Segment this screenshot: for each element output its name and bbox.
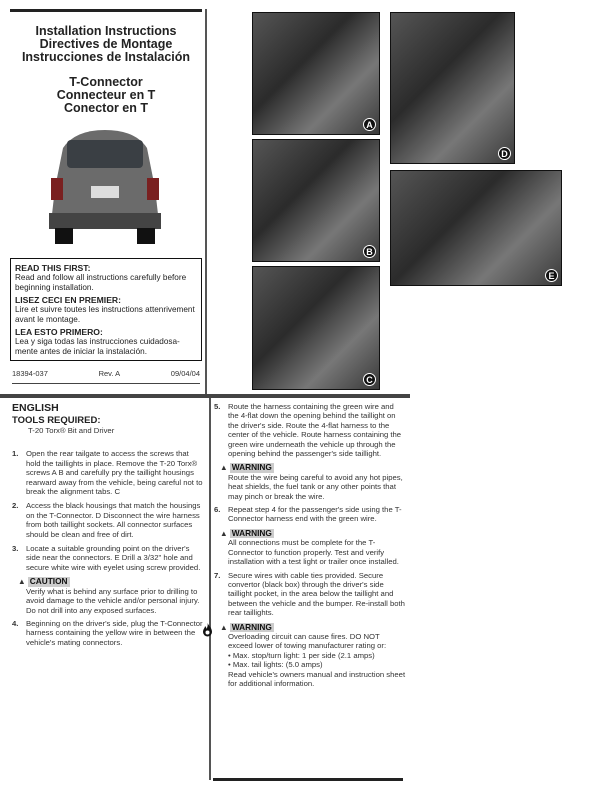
photo-c [252,266,380,390]
warning-triangle-icon: ▲ [220,528,228,538]
section-rule [0,394,410,398]
photo-a [252,12,380,135]
step-text: Beginning on the driver's side, plug the T-Connector harness containing the yellow wire in between the vehicle's mating connectors. [26,618,203,647]
step-text: Repeat step 4 for the passenger's side using the T-Connector harness end with the green wire. [228,505,402,524]
warning-label: WARNING [231,527,272,538]
photo-b [252,139,380,262]
product-en: T-Connector [69,75,143,89]
fire-icon [202,623,213,637]
step-text: Access the black housings that match the housings on the T-Connector. D Disconnect the wire harness from both taillight sockets. All connector surfaces should be clean and free of dirt. [26,501,201,539]
language-heading: ENGLISH [12,402,59,414]
warning-text: All connections must be complete for the T-Connector to function properly. Test and verify installation with a test light or trailer once installed. [228,538,399,567]
step-text: Secure wires with cable ties provided. Secure convertor (black box) through the driver's side taillight pocket, in the area below the taillight and between the vehicle and the bumper. Re-install both rear taillights. [228,570,405,618]
warning-block-2 [220,529,406,567]
step-text: Locate a suitable grounding point on the driver's side near the connectors. E Drill a 3/32" hole and secure white wire with eyelet using screw provided. [26,544,201,572]
product-fr: Connecteur en T [56,88,156,102]
step-number: 3. [12,544,19,554]
notice-text-es: Lea y siga todas las instrucciones cuidadosa-mente antes de iniciar la instalación. [15,337,180,356]
title-fr: Directives de Montage [39,37,173,51]
footer-rule [12,383,200,384]
step-number: 1. [12,449,19,459]
read-first-box [10,258,202,361]
tools-list: T-20 Torx® Bit and Driver [28,426,115,435]
notice-and-footer [10,258,202,384]
step-1 [12,449,205,496]
warning-triangle-icon: ▲ [220,622,228,632]
doc-date: 09/04/04 [170,369,200,378]
title-es: Instrucciones de Instalación [21,50,191,64]
caution-label: CAUTION [29,576,68,587]
step-text: Route the harness containing the green wire and the 4-flat down the opening behind the taillight on the driver's side. Route the 4-flat harness to the center of the vehicle. Route harness containing the green wire underneath the vehicle up through the opening behind the passenger's side taillight. [228,402,402,459]
photo-d [390,12,515,164]
warning-label: WARNING [231,621,272,632]
revision: Rev. A [98,369,121,378]
warning-text: Read vehicle's owners manual and instruction sheet for additional information. [228,669,406,688]
step-7 [214,571,406,618]
warning-label: WARNING [231,462,272,473]
warning-block-1 [220,463,406,501]
tools-heading: TOOLS REQUIRED: [12,415,101,426]
step-text: Open the rear tailgate to access the screws that hold the taillights in place. Remove the T-20 Torx® screws A B and carefully pry the taillight housings rearward away from the vehicle, being careful not to break the alignment tabs. C [26,449,203,497]
column-right [214,402,406,692]
step-number: 7. [214,570,221,580]
step-number: 5. [214,402,221,411]
warning-bullet: • Max. tail lights: (5.0 amps) [228,660,323,670]
label-a: A [363,118,376,131]
step-6 [214,505,406,524]
title-block [10,25,202,115]
warning-bullet: • Max. stop/turn light: 1 per side (2.1 amps) [228,650,375,660]
top-rule [10,9,202,12]
step-4 [12,619,205,647]
warning-triangle-icon: ▲ [220,463,228,473]
photo-e [390,170,562,286]
product-es: Conector en T [63,101,149,115]
label-d: D [498,147,511,160]
warning-triangle-icon: ▲ [18,577,26,587]
column-divider-bottom [209,398,211,780]
notice-text-en: Read and follow all instructions carefully before beginning installation. [15,273,187,292]
step-number: 4. [12,618,19,628]
warning-block-3 [214,623,406,689]
step-number: 2. [12,501,19,511]
notice-text-fr: Lire et suivre toutes les instructions attenrivement avant le montage. [15,305,195,324]
warning-text: Route the wire being careful to avoid any hot pipes, heat shields, the fuel tank or any other points that may pinch or break the wire. [228,472,403,501]
warning-text: Overloading circuit can cause fires. DO NOT exceed lower of towing manufacturer rating or: [228,631,387,651]
notice-heading-fr: LISEZ CECI EN PREMIER: [15,295,121,305]
step-2 [12,501,205,539]
notice-heading-es: LEA ESTO PRIMERO: [15,327,103,337]
label-b: B [363,245,376,258]
column-divider-top [205,9,207,394]
bottom-rule [213,778,403,781]
step-3 [12,544,205,572]
vehicle-image [45,128,165,246]
label-e: E [545,269,558,282]
caution-text: Verify what is behind any surface prior to drilling to avoid damage to the vehicle and/or personal injury. Do not drill into any exposed surfaces. [26,586,200,615]
title-en: Installation Instructions [35,24,177,38]
part-number: 18394-037 [12,369,48,378]
label-c: C [363,373,376,386]
step-5 [214,402,406,458]
caution-block [18,577,205,615]
notice-heading-en: READ THIS FIRST: [15,263,91,273]
doc-footer [12,369,200,378]
column-left [12,402,205,652]
step-number: 6. [214,505,221,515]
